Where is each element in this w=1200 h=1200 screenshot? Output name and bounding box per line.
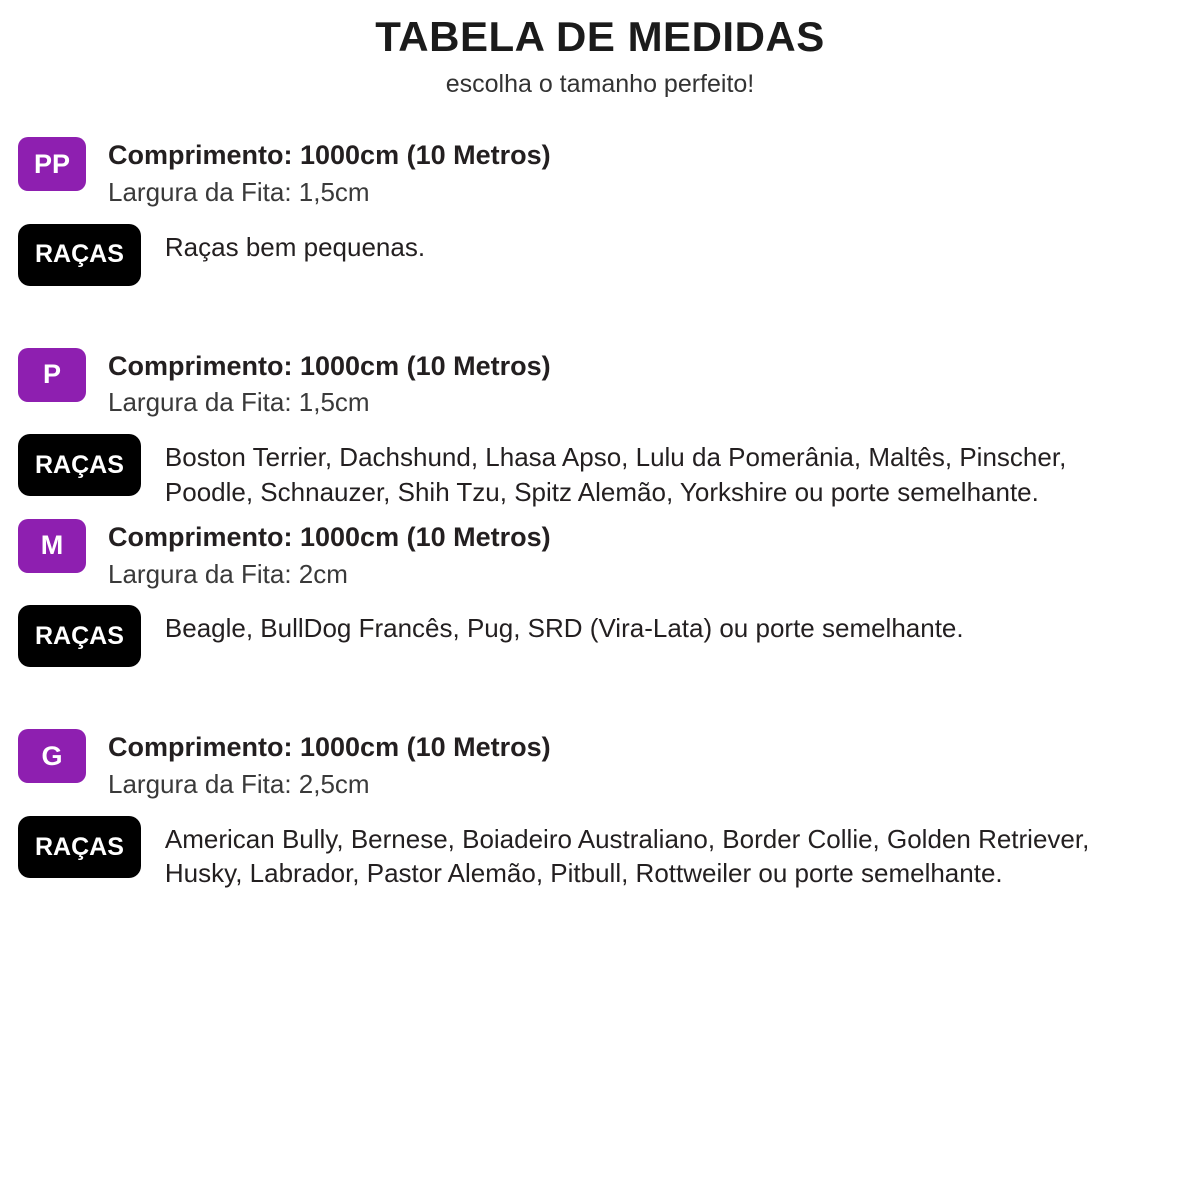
size-measure-row [18, 729, 1200, 802]
page-subtitle: escolha o tamanho perfeito! [445, 70, 755, 99]
size-badge-g: G [18, 729, 86, 783]
size-measures [108, 519, 551, 592]
breeds-row [18, 434, 1200, 509]
breeds-text: American Bully, Bernese, Boiadeiro Australiano, Border Collie, Golden Retriever, Husky, Labrador, Pastor Alemão, Pitbull, Rottweiler ou porte semelhante. [164, 824, 1090, 889]
size-measures [108, 348, 551, 421]
size-measure-row [18, 348, 1200, 421]
page-title: TABELA DE MEDIDAS [375, 13, 825, 60]
breeds-badge: RAÇAS [18, 816, 141, 878]
breeds-row [18, 224, 1200, 286]
breeds-text: Beagle, BullDog Francês, Pug, SRD (Vira-Lata) ou porte semelhante. [164, 613, 964, 644]
size-length: Comprimento: 1000cm (10 Metros) [108, 350, 551, 381]
size-width: Largura da Fita: 2cm [108, 558, 348, 589]
size-block-pp [0, 137, 1200, 286]
size-length: Comprimento: 1000cm (10 Metros) [108, 732, 551, 763]
size-width: Largura da Fita: 1,5cm [108, 176, 370, 207]
size-measure-row [18, 137, 1200, 210]
breeds-badge: RAÇAS [18, 605, 141, 667]
breeds-row [18, 816, 1200, 891]
breeds-text: Boston Terrier, Dachshund, Lhasa Apso, Lulu da Pomerânia, Maltês, Pinscher, Poodle, Schnauzer, Shih Tzu, Spitz Alemão, Yorkshire ou porte semelhante. [164, 442, 1067, 507]
breeds-row [18, 605, 1200, 667]
size-block-m [0, 519, 1200, 668]
size-width: Largura da Fita: 2,5cm [108, 769, 370, 800]
size-block-p [0, 348, 1200, 509]
size-measure-row [18, 519, 1200, 592]
size-badge-pp: PP [18, 137, 86, 191]
size-list [0, 137, 1200, 890]
size-length: Comprimento: 1000cm (10 Metros) [108, 140, 551, 171]
breeds-text: Raças bem pequenas. [164, 231, 426, 262]
size-badge-p: P [18, 348, 86, 402]
size-block-g [0, 729, 1200, 890]
page-header [0, 0, 1200, 99]
breeds-badge: RAÇAS [18, 434, 141, 496]
size-badge-m: M [18, 519, 86, 573]
size-measures [108, 729, 551, 802]
size-measures [108, 137, 551, 210]
breeds-badge: RAÇAS [18, 224, 141, 286]
size-length: Comprimento: 1000cm (10 Metros) [108, 521, 551, 552]
size-width: Largura da Fita: 1,5cm [108, 387, 370, 418]
